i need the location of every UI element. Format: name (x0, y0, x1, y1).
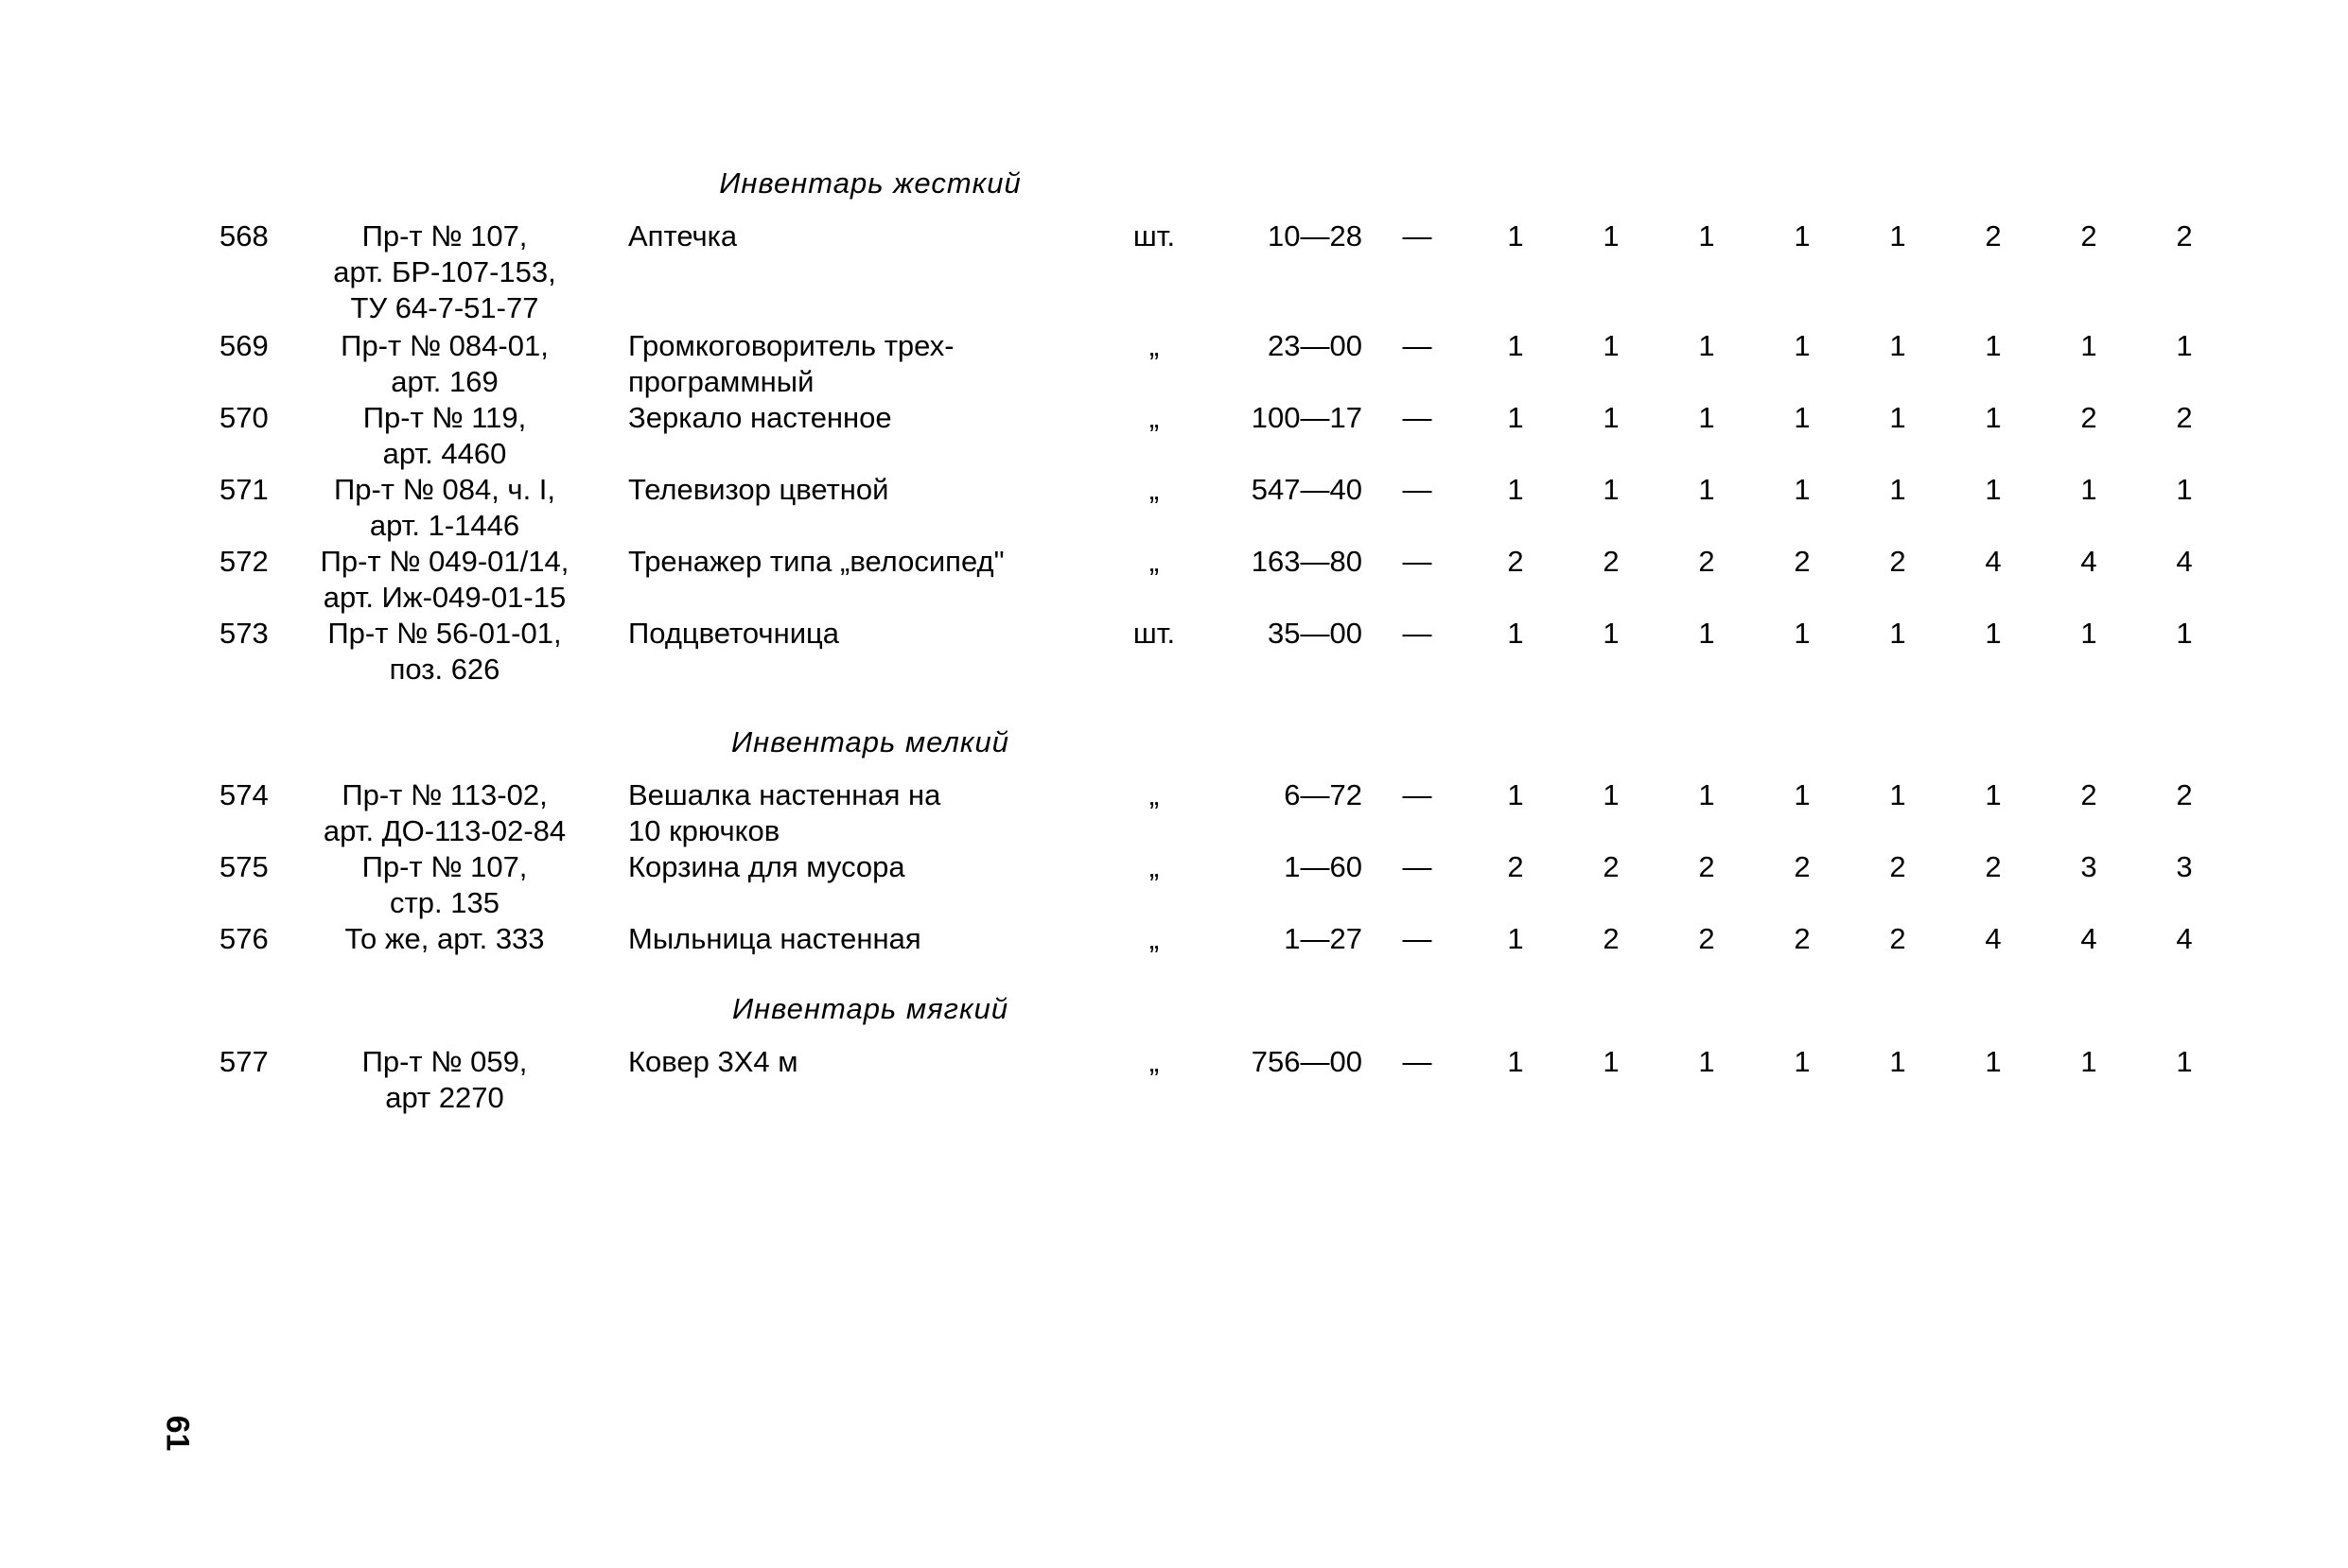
row-qty: 2 (1889, 922, 1906, 955)
row-reference: Пр-т № 084, ч. I, арт. 1-1446 (333, 473, 556, 542)
row-dash: — (1402, 778, 1432, 811)
row-qty: 1 (2080, 1045, 2097, 1078)
row-qty: 1 (1603, 473, 1620, 506)
row-qty: 1 (1889, 401, 1906, 434)
row-price: 547—40 (1251, 473, 1362, 506)
row-number: 577 (219, 1045, 269, 1078)
row-item-name: Подцветочница (628, 617, 840, 650)
row-qty: 1 (1794, 617, 1811, 650)
page-number: 61 (159, 1415, 196, 1452)
row-qty: 1 (1698, 617, 1715, 650)
row-item-name: Мыльница настенная (628, 922, 921, 955)
row-unit: „ (1148, 329, 1160, 362)
row-price: 35—00 (1268, 617, 1362, 650)
row-item-name: Аптечка (628, 219, 738, 253)
row-qty: 1 (1698, 401, 1715, 434)
row-number: 575 (219, 850, 269, 883)
row-unit: шт. (1132, 617, 1176, 650)
row-number: 570 (219, 401, 269, 434)
row-qty: 1 (1889, 473, 1906, 506)
row-reference: Пр-т № 113-02, арт. ДО-113-02-84 (323, 778, 567, 847)
row-item-name: Ковер 3Х4 м (628, 1045, 798, 1078)
row-dash: — (1402, 473, 1432, 506)
row-number: 573 (219, 617, 269, 650)
row-number: 576 (219, 922, 269, 955)
row-qty: 1 (1603, 401, 1620, 434)
row-qty: 1 (1985, 1045, 2002, 1078)
row-qty: 1 (1794, 219, 1811, 253)
row-qty: 1 (1985, 329, 2002, 362)
row-qty: 1 (2176, 617, 2193, 650)
row-unit: „ (1148, 922, 1160, 955)
row-qty: 3 (2080, 850, 2097, 883)
row-qty: 1 (1507, 778, 1524, 811)
row-qty: 4 (2080, 545, 2097, 578)
row-qty: 4 (2176, 545, 2193, 578)
row-price: 1—27 (1284, 922, 1362, 955)
row-qty: 4 (1985, 922, 2002, 955)
row-qty: 3 (2176, 850, 2193, 883)
row-dash: — (1402, 1045, 1432, 1078)
row-qty: 1 (1507, 473, 1524, 506)
row-qty: 1 (1698, 778, 1715, 811)
row-dash: — (1402, 850, 1432, 883)
row-reference: Пр-т № 119, арт. 4460 (362, 401, 527, 470)
row-qty: 1 (1507, 401, 1524, 434)
row-reference: Пр-т № 059, арт 2270 (361, 1045, 528, 1114)
row-qty: 1 (1698, 219, 1715, 253)
row-reference: То же, арт. 333 (344, 922, 545, 955)
section-title-soft: Инвентарь мягкий (731, 992, 1009, 1025)
row-qty: 2 (2080, 219, 2097, 253)
row-qty: 1 (1794, 473, 1811, 506)
row-dash: — (1402, 401, 1432, 434)
row-qty: 2 (1698, 850, 1715, 883)
row-qty: 1 (1985, 778, 2002, 811)
row-qty: 2 (1794, 545, 1811, 578)
row-qty: 1 (1889, 617, 1906, 650)
row-qty: 1 (1889, 1045, 1906, 1078)
row-qty: 1 (1507, 329, 1524, 362)
row-qty: 1 (2176, 329, 2193, 362)
row-qty: 1 (1794, 1045, 1811, 1078)
row-qty: 2 (2176, 778, 2193, 811)
row-unit: шт. (1132, 219, 1176, 253)
row-qty: 1 (1985, 473, 2002, 506)
row-number: 568 (219, 219, 269, 253)
row-qty: 2 (2080, 778, 2097, 811)
row-qty: 1 (1603, 329, 1620, 362)
section-title-hard: Инвентарь жесткий (719, 166, 1022, 200)
row-item-name: Тренажер типа „велосипед" (628, 545, 1005, 578)
row-unit: „ (1148, 473, 1160, 506)
row-qty: 2 (2176, 219, 2193, 253)
row-item-name: Вешалка настенная на 10 крючков (628, 778, 941, 847)
row-qty: 1 (1985, 617, 2002, 650)
row-price: 756—00 (1251, 1045, 1362, 1078)
row-qty: 2 (2080, 401, 2097, 434)
row-qty: 2 (1889, 850, 1906, 883)
row-reference: Пр-т № 56-01-01, поз. 626 (327, 617, 562, 686)
row-qty: 1 (1603, 617, 1620, 650)
row-reference: Пр-т № 107, стр. 135 (361, 850, 528, 919)
section-title-small: Инвентарь мелкий (731, 725, 1009, 758)
row-dash: — (1402, 545, 1432, 578)
row-qty: 2 (1603, 850, 1620, 883)
row-qty: 1 (1698, 329, 1715, 362)
row-qty: 1 (1507, 219, 1524, 253)
row-dash: — (1402, 617, 1432, 650)
row-number: 572 (219, 545, 269, 578)
row-unit: „ (1148, 778, 1160, 811)
row-qty: 1 (1985, 401, 2002, 434)
row-price: 23—00 (1268, 329, 1362, 362)
row-qty: 1 (2176, 473, 2193, 506)
row-qty: 1 (1698, 1045, 1715, 1078)
row-qty: 1 (1603, 778, 1620, 811)
row-qty: 1 (1698, 473, 1715, 506)
row-qty: 1 (1603, 1045, 1620, 1078)
row-number: 574 (219, 778, 269, 811)
row-qty: 1 (2176, 1045, 2193, 1078)
row-qty: 1 (1794, 778, 1811, 811)
row-qty: 2 (1698, 545, 1715, 578)
row-qty: 1 (1889, 778, 1906, 811)
row-unit: „ (1148, 401, 1160, 434)
row-dash: — (1402, 329, 1432, 362)
row-unit: „ (1148, 545, 1160, 578)
row-qty: 1 (1889, 329, 1906, 362)
row-qty: 2 (1889, 545, 1906, 578)
row-item-name: Телевизор цветной (628, 473, 889, 506)
row-qty: 4 (2176, 922, 2193, 955)
row-qty: 1 (1889, 219, 1906, 253)
row-qty: 1 (2080, 473, 2097, 506)
row-number: 569 (219, 329, 269, 362)
row-price: 163—80 (1251, 545, 1362, 578)
row-item-name: Корзина для мусора (628, 850, 905, 883)
row-item-name: Громкоговоритель трех- программный (628, 329, 955, 398)
row-price: 6—72 (1284, 778, 1362, 811)
row-reference: Пр-т № 084-01, арт. 169 (341, 329, 549, 398)
row-dash: — (1402, 922, 1432, 955)
row-qty: 2 (1794, 850, 1811, 883)
row-qty: 1 (1507, 922, 1524, 955)
row-reference: Пр-т № 107, арт. БР-107-153, ТУ 64-7-51-77 (333, 219, 556, 324)
row-qty: 1 (1507, 617, 1524, 650)
row-price: 10—28 (1268, 219, 1362, 253)
row-qty: 2 (1507, 850, 1524, 883)
row-qty: 2 (1985, 219, 2002, 253)
row-unit: „ (1148, 850, 1160, 883)
row-qty: 2 (1985, 850, 2002, 883)
row-qty: 1 (1794, 329, 1811, 362)
row-reference: Пр-т № 049-01/14, арт. Иж-049-01-15 (320, 545, 569, 614)
row-dash: — (1402, 219, 1432, 253)
row-qty: 2 (1507, 545, 1524, 578)
row-price: 100—17 (1251, 401, 1362, 434)
row-qty: 4 (2080, 922, 2097, 955)
row-qty: 4 (1985, 545, 2002, 578)
row-qty: 2 (2176, 401, 2193, 434)
row-price: 1—60 (1284, 850, 1362, 883)
row-qty: 2 (1794, 922, 1811, 955)
row-qty: 1 (1507, 1045, 1524, 1078)
row-qty: 2 (1603, 922, 1620, 955)
row-item-name: Зеркало настенное (628, 401, 892, 434)
row-qty: 1 (1603, 219, 1620, 253)
row-qty: 2 (1698, 922, 1715, 955)
row-qty: 1 (2080, 617, 2097, 650)
row-qty: 1 (2080, 329, 2097, 362)
row-qty: 2 (1603, 545, 1620, 578)
row-unit: „ (1148, 1045, 1160, 1078)
row-qty: 1 (1794, 401, 1811, 434)
row-number: 571 (219, 473, 269, 506)
